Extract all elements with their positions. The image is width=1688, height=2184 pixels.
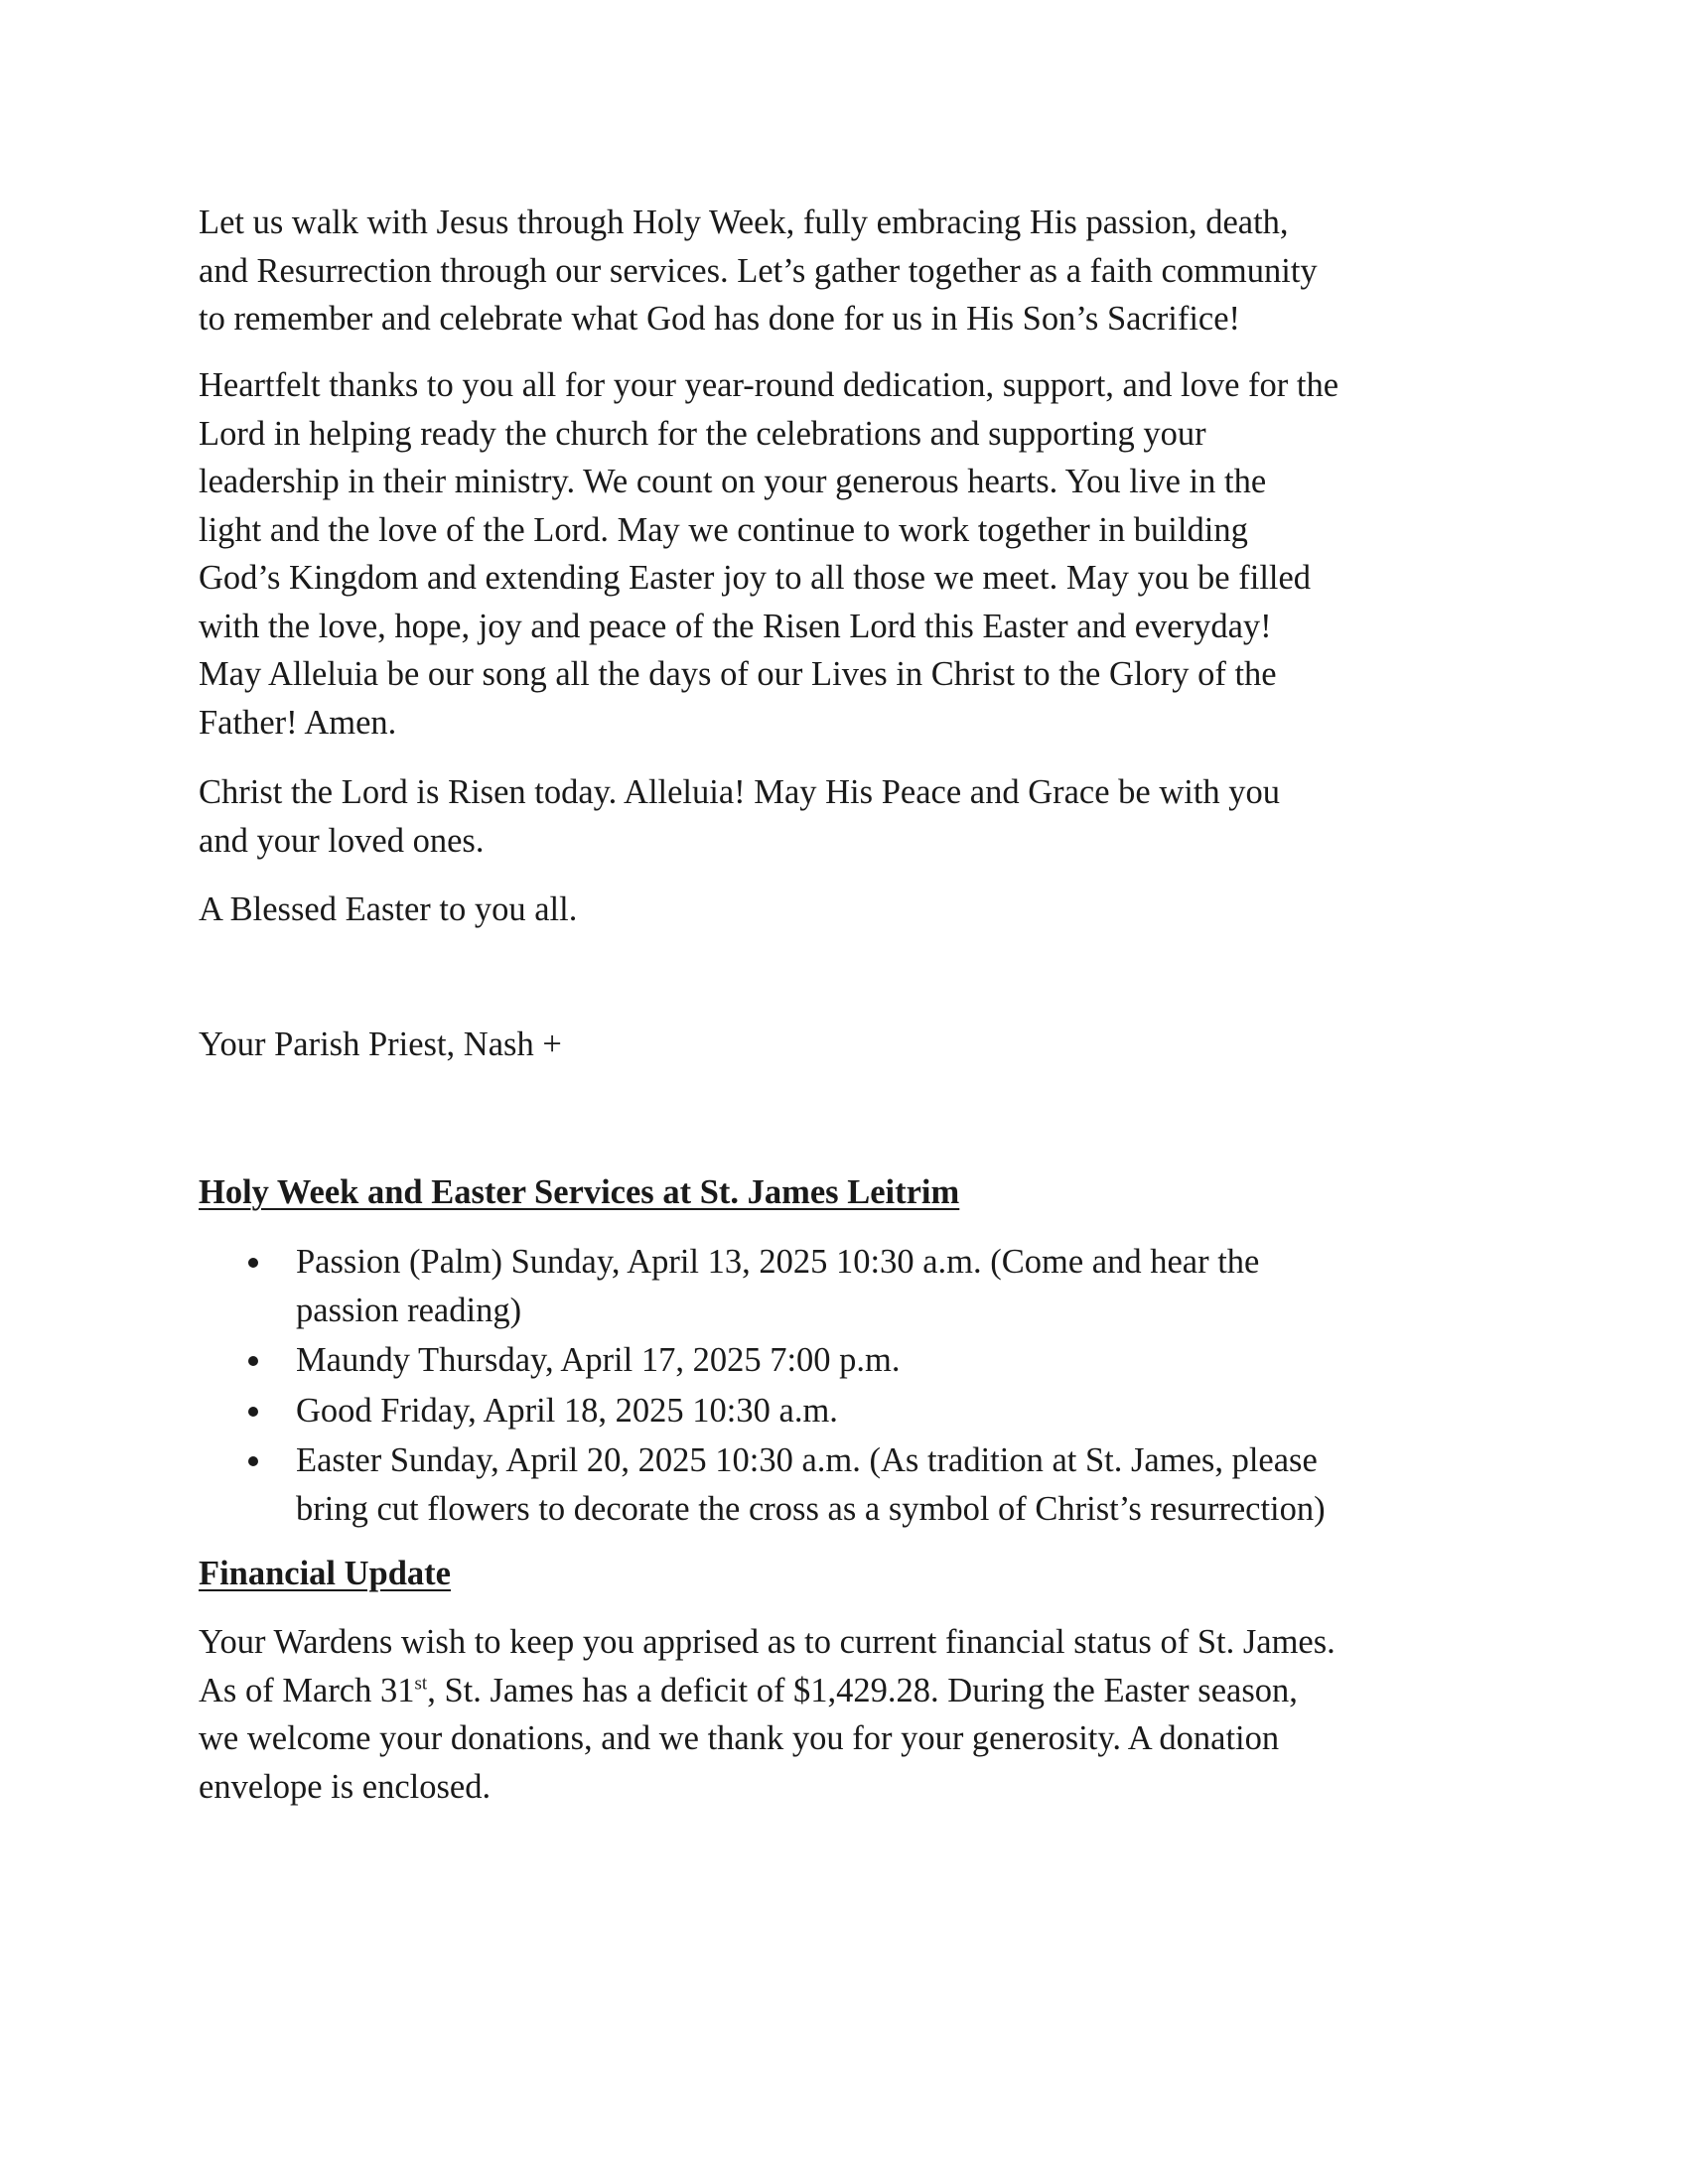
list-item-line: bring cut flowers to decorate the cross as a symbol of Christ’s resurrection) <box>296 1489 1326 1528</box>
list-item-line: Good Friday, April 18, 2025 10:30 a.m. <box>296 1391 838 1430</box>
thanks-paragraph <box>199 361 1499 747</box>
financial-heading: Financial Update <box>199 1555 451 1592</box>
list-item <box>199 1387 1499 1435</box>
deficit-amount-text: , St. James has a deficit of $1,429.28. During the Easter season, <box>427 1671 1298 1709</box>
bullet-icon <box>248 1456 258 1466</box>
paragraph-line: and Resurrection through our services. Let’s gather together as a faith community <box>199 251 1318 290</box>
bullet-icon <box>248 1258 258 1268</box>
list-item-line: Maundy Thursday, April 17, 2025 7:00 p.m. <box>296 1341 901 1379</box>
paragraph-line: with the love, hope, joy and peace of the Risen Lord this Easter and everyday! <box>199 607 1272 645</box>
paragraph-line: Heartfelt thanks to you all for your year-round dedication, support, and love for the <box>199 366 1339 404</box>
list-item-line: Easter Sunday, April 20, 2025 10:30 a.m. (As tradition at St. James, please <box>296 1441 1318 1479</box>
paragraph-line: and your loved ones. <box>199 821 485 860</box>
paragraph-line: leadership in their ministry. We count on your generous hearts. You live in the <box>199 463 1267 500</box>
paragraph-line: Lord in helping ready the church for the celebrations and supporting your <box>199 414 1206 453</box>
services-heading: Holy Week and Easter Services at St. James Leitrim <box>199 1173 960 1211</box>
paragraph-line: light and the love of the Lord. May we continue to work together in building <box>199 510 1248 549</box>
paragraph-line: Your Wardens wish to keep you apprised as to current financial status of St. James. <box>199 1623 1336 1661</box>
bullet-icon <box>248 1356 258 1366</box>
paragraph-line: Let us walk with Jesus through Holy Week, fully embracing His passion, death, <box>199 204 1289 241</box>
paragraph-line: envelope is enclosed. <box>199 1767 492 1806</box>
paragraph-line: God’s Kingdom and extending Easter joy to all those we meet. May you be filled <box>199 559 1312 597</box>
list-item <box>199 1436 1499 1533</box>
paragraph-line: May Alleluia be our song all the days of our Lives in Christ to the Glory of the <box>199 655 1277 693</box>
deficit-date-text: As of March 31 <box>199 1671 415 1709</box>
paragraph-line: to remember and celebrate what God has done for us in His Son’s Sacrifice! <box>199 300 1241 338</box>
signature-line: Your Parish Priest, Nash + <box>199 1025 562 1063</box>
paragraph-line: Father! Amen. <box>199 703 397 742</box>
paragraph-line: Christ the Lord is Risen today. Alleluia! May His Peace and Grace be with you <box>199 773 1281 811</box>
list-item-line: Passion (Palm) Sunday, April 13, 2025 10:30 a.m. (Come and hear the <box>296 1243 1260 1281</box>
blessing-line: A Blessed Easter to you all. <box>199 890 578 928</box>
intro-paragraph <box>199 199 1499 343</box>
list-item <box>199 1336 1499 1385</box>
ordinal-suffix: st <box>414 1673 428 1694</box>
paragraph-line: we welcome your donations, and we thank you for your generosity. A donation <box>199 1719 1280 1757</box>
list-item <box>199 1238 1499 1334</box>
list-item-line: passion reading) <box>296 1291 522 1329</box>
risen-paragraph <box>199 768 1499 865</box>
services-list <box>199 1238 1499 1535</box>
paragraph-line <box>199 1667 1499 1715</box>
bullet-icon <box>248 1407 258 1417</box>
financial-paragraph <box>199 1618 1499 1811</box>
